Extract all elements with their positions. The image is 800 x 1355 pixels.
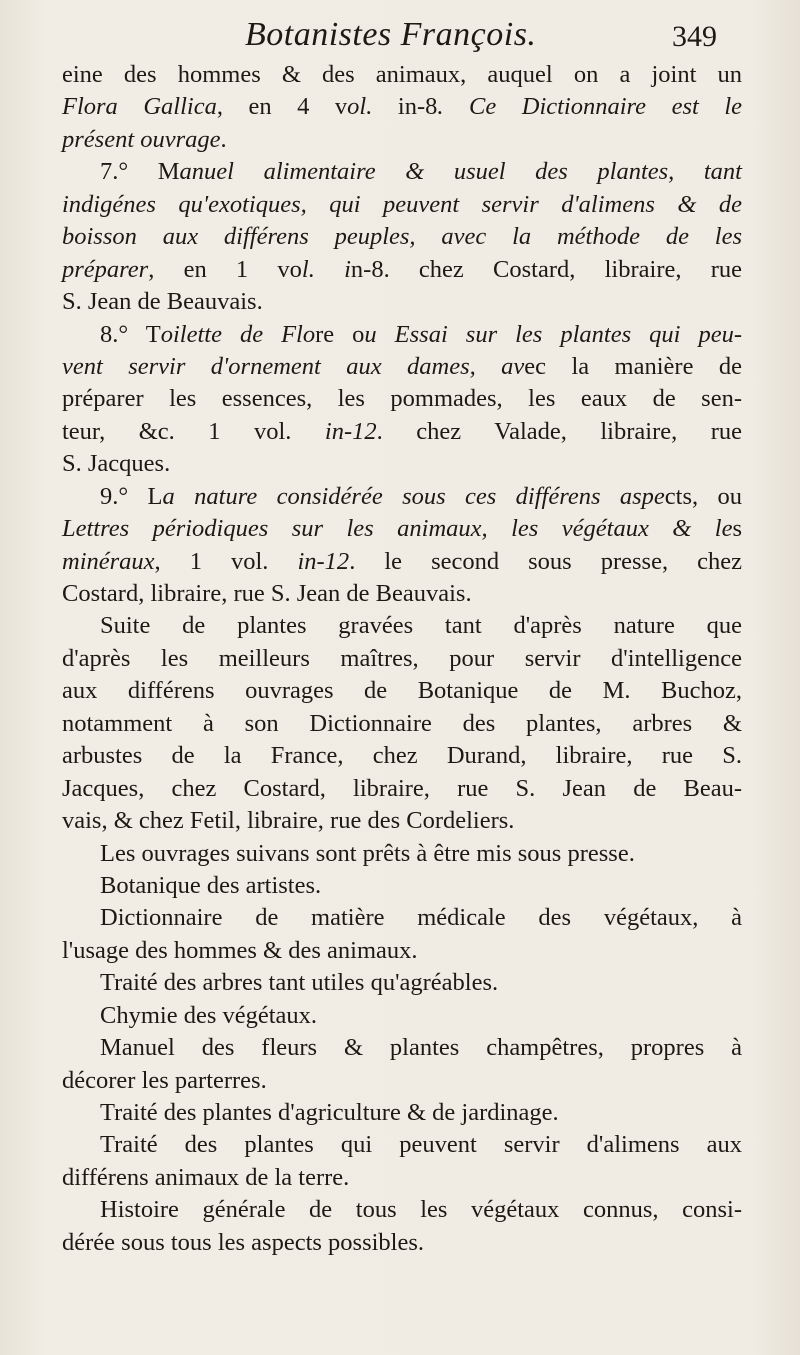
text-line: Costard, libraire, rue S. Jean de Beauvais. — [62, 580, 472, 607]
text-line: Jacques, chez Costard, libraire, rue S. Jean de Beau- — [62, 774, 742, 802]
text-line: boisson aux différens peuples, avec la méthode de les — [62, 223, 742, 251]
text-line: 9.° La nature considérée sous ces différens aspects, ou — [100, 482, 742, 510]
text-line: Suite de plantes gravées tant d'après nature que — [100, 612, 742, 640]
text-line: Traité des arbres tant utiles qu'agréables. — [100, 969, 499, 997]
text-line: préparer, en 1 vol. in-8. chez Costard, libraire, rue — [62, 255, 742, 283]
text-line: arbustes de la France, chez Durand, libraire, rue S. — [62, 742, 742, 770]
text-line: eine des hommes & des animaux, auquel on a joint un — [62, 61, 742, 88]
text-line: Chymie des végétaux. — [100, 1001, 318, 1029]
text-line: dérée sous tous les aspects possibles. — [62, 1228, 424, 1256]
running-head: Botanistes François. — [245, 16, 537, 53]
text-line: Flora Gallica, en 4 vol. in-8. Ce Dictionnaire est le — [62, 93, 743, 121]
text-line: Les ouvrages suivans sont prêts à être mis sous presse. — [100, 839, 635, 867]
text-line: présent ouvrage. — [62, 125, 227, 153]
text-line: notamment à son Dictionnaire des plantes, arbres & — [62, 709, 742, 737]
text-line: décorer les parterres. — [62, 1066, 267, 1094]
page-number: 349 — [672, 20, 717, 53]
text-line: Lettres périodiques sur les animaux, les végétaux & les — [62, 515, 742, 543]
text-line: vais, & chez Fetil, libraire, rue des Cordeliers. — [62, 807, 515, 835]
text-line: teur, &c. 1 vol. in-12. chez Valade, libraire, rue — [62, 417, 742, 445]
text-line: Botanique des artistes. — [100, 871, 322, 899]
text-line: 8.° Toilette de Flore ou Essai sur les plantes qui peu- — [100, 320, 742, 348]
text-line: différens animaux de la terre. — [62, 1163, 350, 1191]
text-line: S. Jean de Beauvais. — [62, 288, 263, 316]
text-line: 7.° Manuel alimentaire & usuel des plantes, tant — [100, 158, 742, 186]
text-body — [62, 59, 742, 1259]
text-line: Traité des plantes qui peuvent servir d'alimens aux — [100, 1131, 742, 1159]
text-line: aux différens ouvrages de Botanique de M. Buchoz, — [62, 677, 742, 705]
text-line: indigénes qu'exotiques, qui peuvent servir d'alimens & de — [62, 190, 742, 218]
text-line: minéraux, 1 vol. in-12. le second sous presse, chez — [62, 547, 742, 575]
text-line: Histoire générale de tous les végétaux connus, consi- — [100, 1196, 742, 1224]
text-line: Manuel des fleurs & plantes champêtres, propres à — [100, 1034, 742, 1062]
text-line: préparer les essences, les pommades, les eaux de sen- — [62, 385, 742, 413]
text-line: S. Jacques. — [62, 450, 171, 478]
text-line: Dictionnaire de matière médicale des végétaux, à — [100, 904, 742, 932]
text-line: l'usage des hommes & des animaux. — [62, 936, 418, 964]
text-line: Traité des plantes d'agriculture & de jardinage. — [100, 1099, 559, 1126]
text-line: d'après les meilleurs maîtres, pour servir d'intelligence — [62, 644, 742, 672]
page-header — [0, 14, 800, 56]
text-line: vent servir d'ornement aux dames, avec la manière de — [62, 352, 742, 380]
